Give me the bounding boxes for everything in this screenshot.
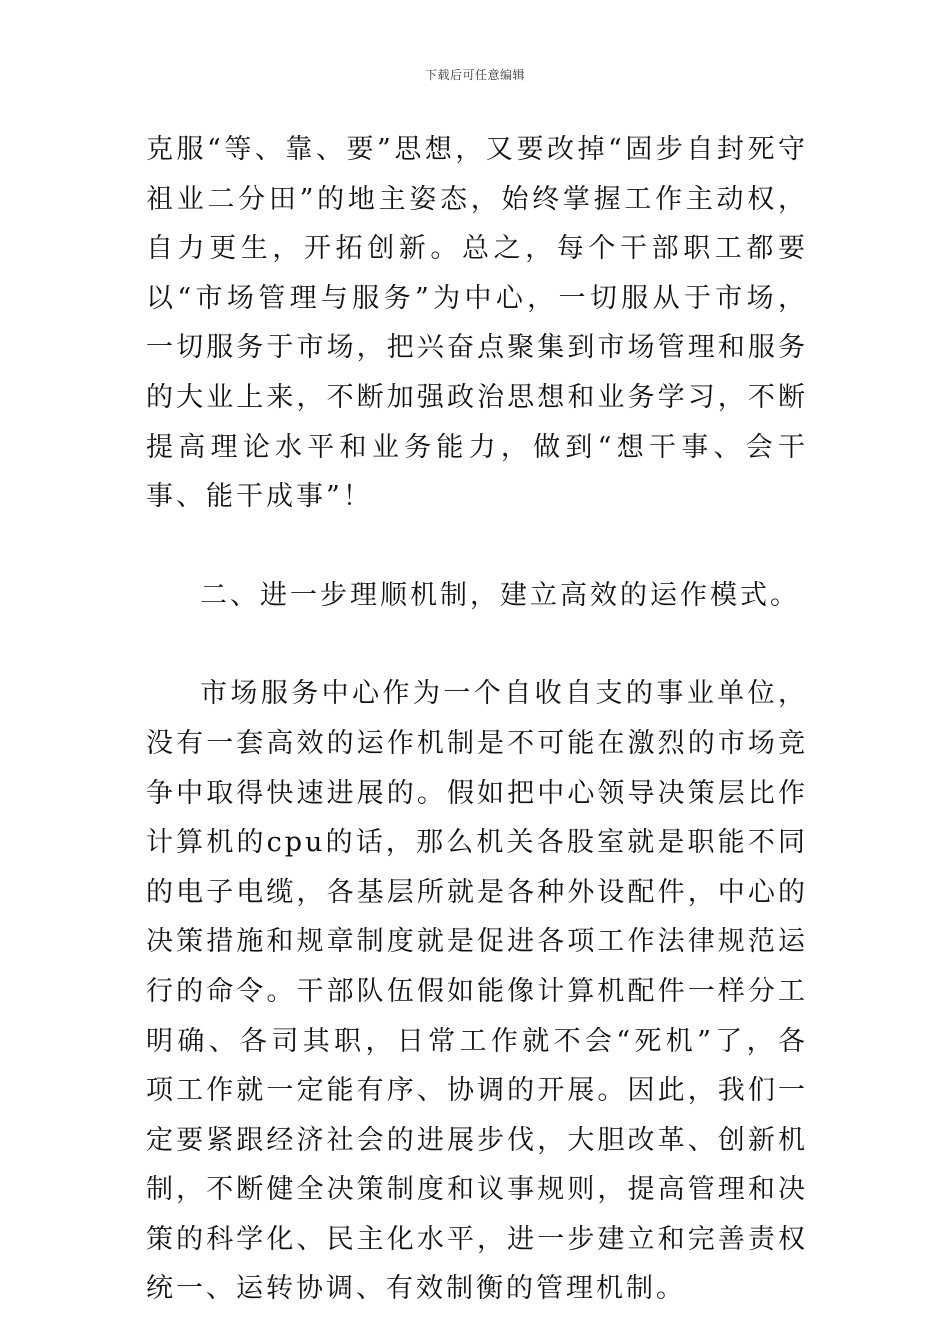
paragraph-body: 市场服务中心作为一个自收自支的事业单位，没有一套高效的运作机制是不可能在激烈的市场竞争中取得快速进展的。假如把中心领导决策层比作计算机的cpu的话，那么机关各股室就是职能不同的电子电缆，各基层所就是各种外设配件，中心的决策措施和规章制度就是促进各项工作法律规范运行的命令。干部队伍假如能像计算机配件一样分工明确、各司其职，日常工作就不会“死机”了，各项工作就一定能有序、协调的开展。因此，我们一定要紧跟经济社会的进展步伐，大胆改革、创新机制，不断健全决策制度和议事规则，提高管理和决策的科学化、民主化水平，进一步建立和完善责权统一、运转协调、有效制衡的管理机制。 [146, 678, 808, 1305]
paragraph-continuation: 克服“等、靠、要”思想，又要改掉“固步自封死守祖业二分田”的地主姿态，始终掌握工作主动权，自力更生，开拓创新。总之，每个干部职工都要以“市场管理与服务”为中心，一切服从于市场，一切服务于市场，把兴奋点聚集到市场管理和服务的大业上来，不断加强政治思想和业务学习，不断提高理论水平和业务能力，做到“想干事、会干事、能干成事”！ [146, 134, 808, 513]
page-header-note: 下载后可任意编辑 [424, 68, 525, 82]
section-heading: 二、进一步理顺机制，建立高效的运作模式。 [200, 579, 800, 611]
document-body [146, 125, 808, 1314]
